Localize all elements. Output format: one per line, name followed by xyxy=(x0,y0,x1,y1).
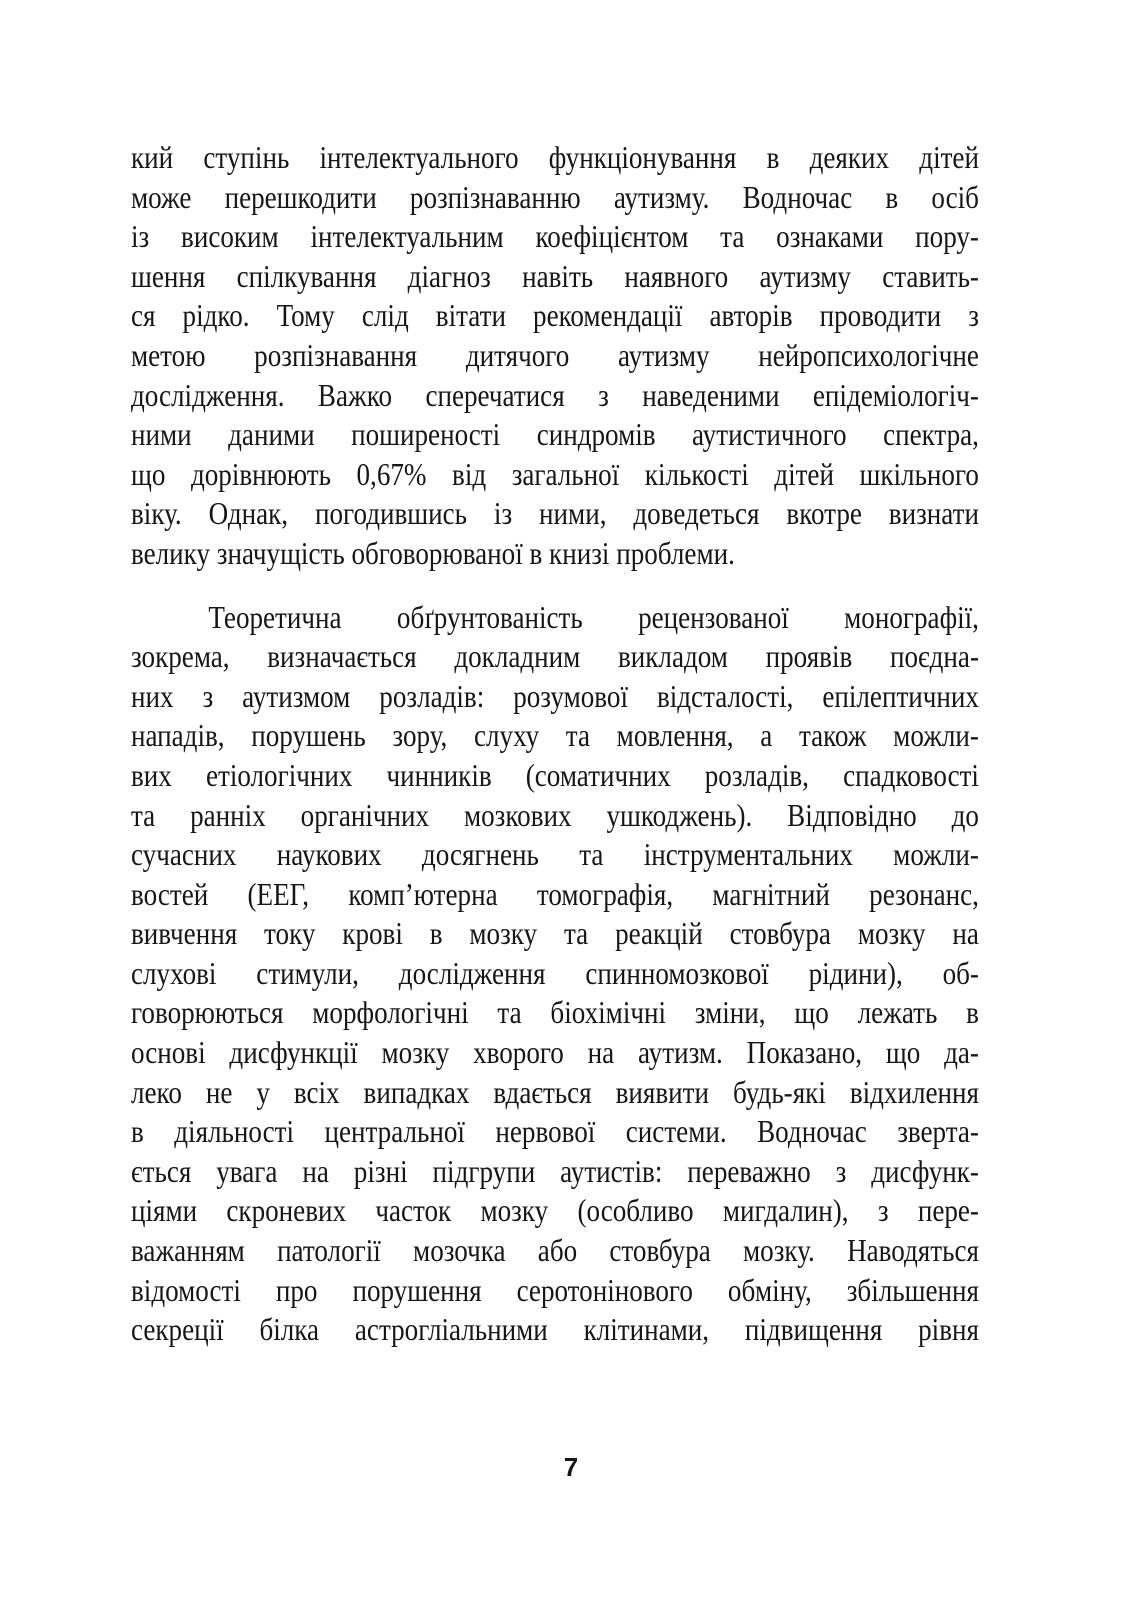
paragraph-2 xyxy=(131,598,979,1350)
text-line: велику значущість обговорюваної в книзі проблеми. xyxy=(131,535,735,571)
text-line: слухові стимули, дослідження спинномозкової рідини), об- xyxy=(131,955,979,991)
text-line: востей (ЕЕГ, комп’ютерна томографія, магнітний резонанс, xyxy=(131,876,979,912)
text-line: них з аутизмом розладів: розумової відсталості, епілептичних xyxy=(131,678,979,714)
text-line: говорюються морфологічні та біохімічні зміни, що лежать в xyxy=(131,995,979,1031)
text-line: ціями скроневих часток мозку (особливо мигдалин), з пере- xyxy=(131,1193,979,1229)
text-line: шення спілкування діагноз навіть наявного аутизму ставить- xyxy=(131,258,979,294)
text-line: Теоретична обґрунтованість рецензованої монографії, xyxy=(208,599,979,635)
text-line: та ранніх органічних мозкових ушкоджень). Відповідно до xyxy=(131,797,979,833)
paragraph-spacer xyxy=(131,574,979,598)
text-line: ними даними поширеності синдромів аутистичного спектра, xyxy=(131,417,979,453)
text-line: відомості про порушення серотонінового обміну, збільшення xyxy=(131,1272,979,1308)
text-line: кий ступінь інтелектуального функціонування в деяких дітей xyxy=(131,140,979,175)
text-line: секреції білка астрогліальними клітинами, підвищення рівня xyxy=(131,1312,979,1348)
text-line: метою розпізнавання дитячого аутизму нейропсихологічне xyxy=(131,337,979,373)
text-line: ється увага на різні підгрупи аутистів: переважно з дисфунк- xyxy=(131,1153,979,1189)
text-line: вих етіологічних чинників (соматичних розладів, спадковості xyxy=(131,757,979,793)
text-line: основі дисфункції мозку хворого на аутизм. Показано, що да- xyxy=(131,1035,979,1071)
text-line: сучасних наукових досягнень та інструментальних можли- xyxy=(131,837,979,873)
text-line: в діяльності центральної нервової системи. Водночас зверта- xyxy=(131,1114,979,1150)
text-line: дослідження. Важко сперечатися з наведеними епідеміологіч- xyxy=(131,377,979,413)
text-line: леко не у всіх випадках вдається виявити будь-які відхилення xyxy=(131,1074,979,1110)
page-body xyxy=(131,138,979,1350)
text-line: віку. Однак, погодившись із ними, доведеться вкотре визнати xyxy=(131,496,979,532)
text-line: із високим інтелектуальним коефіцієнтом та ознаками пору- xyxy=(131,219,979,255)
text-line: ся рідко. Тому слід вітати рекомендації авторів проводити з xyxy=(131,298,979,334)
page-number: 7 xyxy=(563,1452,579,1482)
text-line: що дорівнюють 0,67% від загальної кількості дітей шкільного xyxy=(131,456,979,492)
text-line: нападів, порушень зору, слуху та мовлення, а також можли- xyxy=(131,718,979,754)
text-line: може перешкодити розпізнаванню аутизму. Водночас в осіб xyxy=(131,179,979,215)
paragraph-1 xyxy=(131,138,979,574)
text-line: вивчення току крові в мозку та реакцій стовбура мозку на xyxy=(131,916,979,952)
text-line: зокрема, визначається докладним викладом проявів поєдна- xyxy=(131,639,979,675)
text-line: важанням патології мозочка або стовбура мозку. Наводяться xyxy=(131,1233,979,1269)
